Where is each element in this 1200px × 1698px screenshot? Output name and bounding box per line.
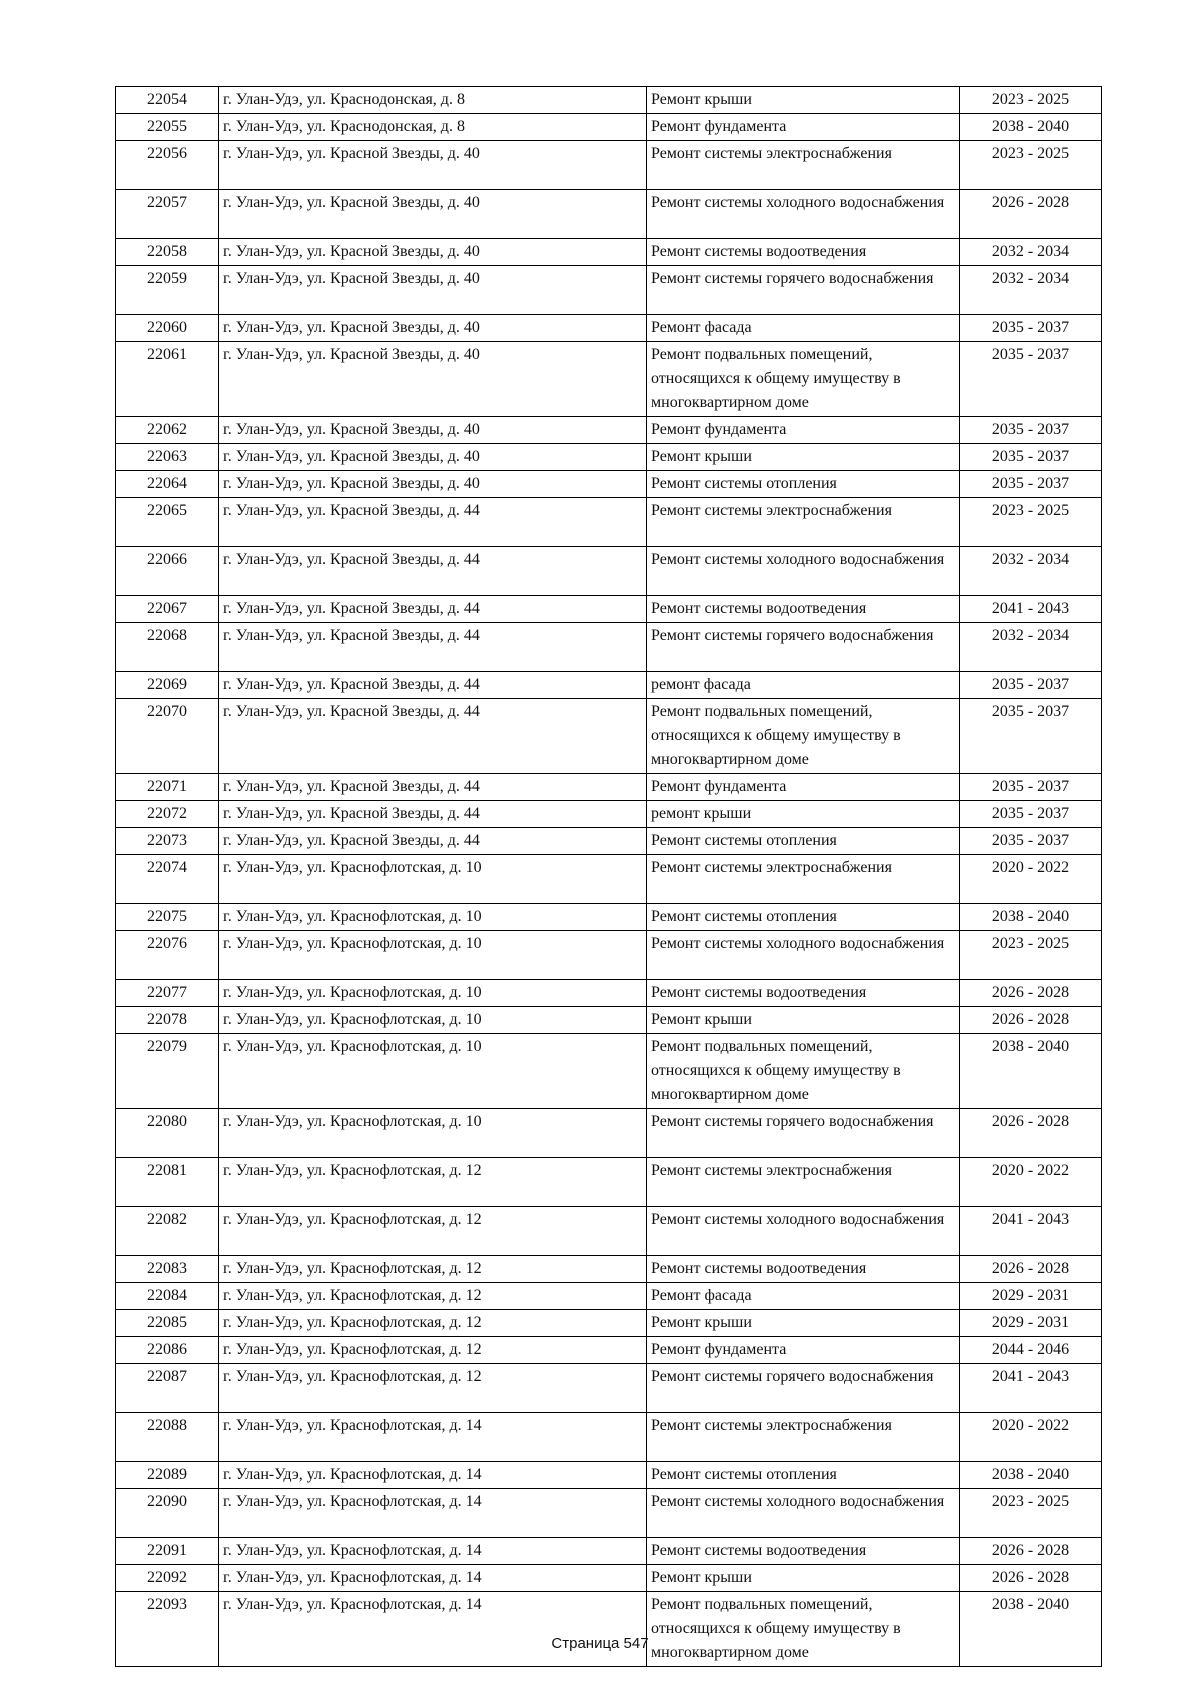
address-cell: г. Улан-Удэ, ул. Красной Звезды, д. 40 [219,342,647,417]
table-row [116,774,1102,801]
row-id-cell: 22059 [116,266,219,315]
row-id-cell: 22070 [116,699,219,774]
period-cell: 2035 - 2037 [960,342,1102,417]
table-row [116,1256,1102,1283]
row-id-cell: 22071 [116,774,219,801]
table-row [116,87,1102,114]
period-cell: 2032 - 2034 [960,623,1102,672]
row-id-cell: 22087 [116,1364,219,1413]
work-type-cell: Ремонт подвальных помещений, относящихся к общему имуществу в многоквартирном доме [647,342,960,417]
address-cell: г. Улан-Удэ, ул. Краснофлотская, д. 10 [219,1109,647,1158]
row-id-cell: 22079 [116,1034,219,1109]
period-cell: 2020 - 2022 [960,1413,1102,1462]
work-type-cell: Ремонт системы холодного водоснабжения [647,190,960,239]
period-cell: 2035 - 2037 [960,801,1102,828]
period-cell: 2023 - 2025 [960,1489,1102,1538]
table-row [116,141,1102,190]
work-type-cell: Ремонт системы отопления [647,828,960,855]
work-type-cell: Ремонт фасада [647,315,960,342]
address-cell: г. Улан-Удэ, ул. Красной Звезды, д. 44 [219,596,647,623]
table-row [116,1337,1102,1364]
work-type-cell: Ремонт крыши [647,444,960,471]
period-cell: 2035 - 2037 [960,471,1102,498]
row-id-cell: 22068 [116,623,219,672]
row-id-cell: 22058 [116,239,219,266]
period-cell: 2026 - 2028 [960,1538,1102,1565]
work-type-cell: Ремонт фундамента [647,417,960,444]
row-id-cell: 22073 [116,828,219,855]
work-type-cell: Ремонт системы отопления [647,904,960,931]
period-cell: 2020 - 2022 [960,855,1102,904]
period-cell: 2038 - 2040 [960,1034,1102,1109]
table-row [116,1538,1102,1565]
address-cell: г. Улан-Удэ, ул. Красной Звезды, д. 44 [219,828,647,855]
row-id-cell: 22076 [116,931,219,980]
period-cell: 2035 - 2037 [960,828,1102,855]
work-type-cell: Ремонт системы холодного водоснабжения [647,1489,960,1538]
row-id-cell: 22075 [116,904,219,931]
table-row [116,801,1102,828]
row-id-cell: 22078 [116,1007,219,1034]
table-row [116,547,1102,596]
row-id-cell: 22072 [116,801,219,828]
work-type-cell: Ремонт системы электроснабжения [647,1158,960,1207]
address-cell: г. Улан-Удэ, ул. Красной Звезды, д. 40 [219,417,647,444]
row-id-cell: 22089 [116,1462,219,1489]
table-row [116,699,1102,774]
table-row [116,114,1102,141]
period-cell: 2026 - 2028 [960,980,1102,1007]
work-type-cell: Ремонт системы холодного водоснабжения [647,1207,960,1256]
address-cell: г. Улан-Удэ, ул. Красной Звезды, д. 44 [219,547,647,596]
work-type-cell: Ремонт системы водоотведения [647,1538,960,1565]
row-id-cell: 22069 [116,672,219,699]
period-cell: 2026 - 2028 [960,1007,1102,1034]
address-cell: г. Улан-Удэ, ул. Краснофлотская, д. 12 [219,1337,647,1364]
address-cell: г. Улан-Удэ, ул. Красной Звезды, д. 44 [219,774,647,801]
address-cell: г. Улан-Удэ, ул. Красной Звезды, д. 40 [219,444,647,471]
period-cell: 2038 - 2040 [960,1592,1102,1667]
period-cell: 2032 - 2034 [960,266,1102,315]
table-row [116,1034,1102,1109]
page-number: Страница 547 [551,1635,649,1652]
table-row [116,417,1102,444]
work-type-cell: Ремонт крыши [647,1565,960,1592]
work-type-cell: Ремонт системы горячего водоснабжения [647,266,960,315]
row-id-cell: 22083 [116,1256,219,1283]
table-row [116,904,1102,931]
row-id-cell: 22066 [116,547,219,596]
table-row [116,980,1102,1007]
address-cell: г. Улан-Удэ, ул. Краснофлотская, д. 14 [219,1538,647,1565]
address-cell: г. Улан-Удэ, ул. Краснофлотская, д. 10 [219,931,647,980]
row-id-cell: 22082 [116,1207,219,1256]
table-row [116,1364,1102,1413]
table-row [116,1565,1102,1592]
table-row [116,1489,1102,1538]
period-cell: 2029 - 2031 [960,1283,1102,1310]
period-cell: 2032 - 2034 [960,547,1102,596]
work-type-cell: Ремонт фундамента [647,1337,960,1364]
address-cell: г. Улан-Удэ, ул. Краснофлотская, д. 14 [219,1462,647,1489]
address-cell: г. Улан-Удэ, ул. Красной Звезды, д. 44 [219,699,647,774]
period-cell: 2035 - 2037 [960,672,1102,699]
address-cell: г. Улан-Удэ, ул. Краснофлотская, д. 14 [219,1592,647,1667]
work-type-cell: Ремонт подвальных помещений, относящихся к общему имуществу в многоквартирном доме [647,1592,960,1667]
work-type-cell: Ремонт системы электроснабжения [647,855,960,904]
work-type-cell: Ремонт системы электроснабжения [647,1413,960,1462]
table-row [116,1592,1102,1667]
work-type-cell: Ремонт системы электроснабжения [647,498,960,547]
row-id-cell: 22054 [116,87,219,114]
row-id-cell: 22060 [116,315,219,342]
address-cell: г. Улан-Удэ, ул. Красной Звезды, д. 40 [219,471,647,498]
table-row [116,672,1102,699]
address-cell: г. Улан-Удэ, ул. Краснофлотская, д. 10 [219,855,647,904]
row-id-cell: 22088 [116,1413,219,1462]
row-id-cell: 22092 [116,1565,219,1592]
table-row [116,498,1102,547]
row-id-cell: 22080 [116,1109,219,1158]
address-cell: г. Улан-Удэ, ул. Краснофлотская, д. 10 [219,980,647,1007]
period-cell: 2044 - 2046 [960,1337,1102,1364]
period-cell: 2023 - 2025 [960,87,1102,114]
work-type-cell: Ремонт системы холодного водоснабжения [647,547,960,596]
period-cell: 2026 - 2028 [960,190,1102,239]
period-cell: 2029 - 2031 [960,1310,1102,1337]
address-cell: г. Улан-Удэ, ул. Красной Звезды, д. 44 [219,801,647,828]
work-type-cell: Ремонт подвальных помещений, относящихся к общему имуществу в многоквартирном доме [647,1034,960,1109]
table-row [116,471,1102,498]
period-cell: 2038 - 2040 [960,114,1102,141]
work-type-cell: Ремонт фасада [647,1283,960,1310]
row-id-cell: 22085 [116,1310,219,1337]
work-type-cell: Ремонт системы холодного водоснабжения [647,931,960,980]
period-cell: 2035 - 2037 [960,699,1102,774]
period-cell: 2035 - 2037 [960,315,1102,342]
period-cell: 2038 - 2040 [960,904,1102,931]
work-type-cell: Ремонт фундамента [647,774,960,801]
table-row [116,1207,1102,1256]
period-cell: 2023 - 2025 [960,931,1102,980]
address-cell: г. Улан-Удэ, ул. Красной Звезды, д. 40 [219,315,647,342]
work-type-cell: Ремонт крыши [647,1007,960,1034]
work-type-cell: Ремонт системы горячего водоснабжения [647,1109,960,1158]
work-type-cell: Ремонт системы водоотведения [647,239,960,266]
table-row [116,190,1102,239]
row-id-cell: 22090 [116,1489,219,1538]
period-cell: 2041 - 2043 [960,1207,1102,1256]
work-type-cell: ремонт крыши [647,801,960,828]
row-id-cell: 22084 [116,1283,219,1310]
row-id-cell: 22081 [116,1158,219,1207]
period-cell: 2020 - 2022 [960,1158,1102,1207]
address-cell: г. Улан-Удэ, ул. Красной Звезды, д. 40 [219,141,647,190]
row-id-cell: 22062 [116,417,219,444]
row-id-cell: 22093 [116,1592,219,1667]
period-cell: 2026 - 2028 [960,1256,1102,1283]
row-id-cell: 22055 [116,114,219,141]
address-cell: г. Улан-Удэ, ул. Краснофлотская, д. 14 [219,1565,647,1592]
period-cell: 2023 - 2025 [960,141,1102,190]
row-id-cell: 22091 [116,1538,219,1565]
row-id-cell: 22077 [116,980,219,1007]
period-cell: 2035 - 2037 [960,774,1102,801]
work-type-cell: Ремонт системы отопления [647,1462,960,1489]
table-row [116,855,1102,904]
work-type-cell: Ремонт системы горячего водоснабжения [647,1364,960,1413]
work-type-cell: Ремонт системы водоотведения [647,596,960,623]
table-row [116,1283,1102,1310]
address-cell: г. Улан-Удэ, ул. Краснофлотская, д. 12 [219,1364,647,1413]
row-id-cell: 22086 [116,1337,219,1364]
repair-schedule-table [115,86,1102,1667]
address-cell: г. Улан-Удэ, ул. Красной Звезды, д. 40 [219,190,647,239]
address-cell: г. Улан-Удэ, ул. Краснофлотская, д. 10 [219,904,647,931]
table-row [116,342,1102,417]
work-type-cell: Ремонт крыши [647,87,960,114]
table-row [116,1462,1102,1489]
work-type-cell: Ремонт системы отопления [647,471,960,498]
table-row [116,1413,1102,1462]
table-row [116,315,1102,342]
address-cell: г. Улан-Удэ, ул. Краснофлотская, д. 12 [219,1283,647,1310]
address-cell: г. Улан-Удэ, ул. Краснофлотская, д. 14 [219,1489,647,1538]
table-row [116,1109,1102,1158]
work-type-cell: Ремонт системы водоотведения [647,1256,960,1283]
table-row [116,931,1102,980]
table-row [116,1158,1102,1207]
table-row [116,239,1102,266]
address-cell: г. Улан-Удэ, ул. Краснофлотская, д. 12 [219,1256,647,1283]
table-row [116,266,1102,315]
table-row [116,623,1102,672]
row-id-cell: 22065 [116,498,219,547]
address-cell: г. Улан-Удэ, ул. Красной Звезды, д. 40 [219,239,647,266]
address-cell: г. Улан-Удэ, ул. Краснофлотская, д. 10 [219,1007,647,1034]
table-row [116,1310,1102,1337]
address-cell: г. Улан-Удэ, ул. Красной Звезды, д. 44 [219,498,647,547]
work-type-cell: Ремонт системы водоотведения [647,980,960,1007]
row-id-cell: 22064 [116,471,219,498]
row-id-cell: 22057 [116,190,219,239]
row-id-cell: 22074 [116,855,219,904]
table-body [116,87,1102,1667]
address-cell: г. Улан-Удэ, ул. Красной Звезды, д. 40 [219,266,647,315]
row-id-cell: 22067 [116,596,219,623]
address-cell: г. Улан-Удэ, ул. Краснофлотская, д. 12 [219,1310,647,1337]
row-id-cell: 22063 [116,444,219,471]
address-cell: г. Улан-Удэ, ул. Красной Звезды, д. 44 [219,623,647,672]
work-type-cell: Ремонт крыши [647,1310,960,1337]
address-cell: г. Улан-Удэ, ул. Красной Звезды, д. 44 [219,672,647,699]
period-cell: 2041 - 2043 [960,1364,1102,1413]
period-cell: 2041 - 2043 [960,596,1102,623]
address-cell: г. Улан-Удэ, ул. Краснофлотская, д. 14 [219,1413,647,1462]
period-cell: 2026 - 2028 [960,1565,1102,1592]
work-type-cell: Ремонт системы горячего водоснабжения [647,623,960,672]
table-row [116,444,1102,471]
table-row [116,596,1102,623]
period-cell: 2032 - 2034 [960,239,1102,266]
row-id-cell: 22061 [116,342,219,417]
period-cell: 2023 - 2025 [960,498,1102,547]
work-type-cell: Ремонт системы электроснабжения [647,141,960,190]
address-cell: г. Улан-Удэ, ул. Краснофлотская, д. 10 [219,1034,647,1109]
period-cell: 2038 - 2040 [960,1462,1102,1489]
row-id-cell: 22056 [116,141,219,190]
address-cell: г. Улан-Удэ, ул. Краснофлотская, д. 12 [219,1158,647,1207]
work-type-cell: ремонт фасада [647,672,960,699]
address-cell: г. Улан-Удэ, ул. Краснодонская, д. 8 [219,87,647,114]
period-cell: 2035 - 2037 [960,417,1102,444]
address-cell: г. Улан-Удэ, ул. Краснодонская, д. 8 [219,114,647,141]
table-row [116,1007,1102,1034]
work-type-cell: Ремонт подвальных помещений, относящихся к общему имуществу в многоквартирном доме [647,699,960,774]
work-type-cell: Ремонт фундамента [647,114,960,141]
address-cell: г. Улан-Удэ, ул. Краснофлотская, д. 12 [219,1207,647,1256]
table-row [116,828,1102,855]
period-cell: 2035 - 2037 [960,444,1102,471]
period-cell: 2026 - 2028 [960,1109,1102,1158]
